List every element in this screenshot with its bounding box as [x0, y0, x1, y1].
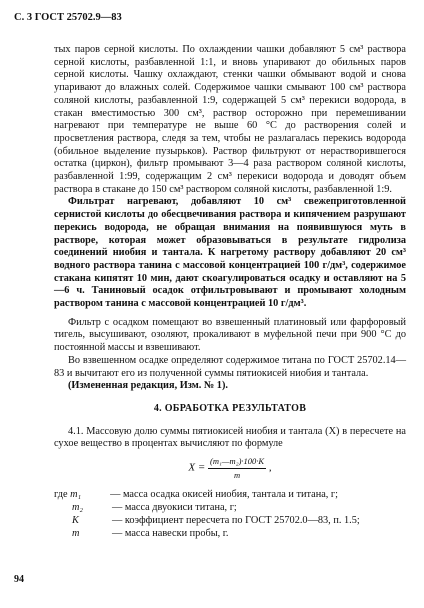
- section-heading: 4. ОБРАБОТКА РЕЗУЛЬТАТОВ: [153, 402, 307, 414]
- formula-legend: [54, 488, 406, 540]
- paragraph-filtrate: Фильтрат нагревают, добавляют 10 см³ свежеприготовленной сернистой кислоты до обесцвечивания раствора и кипячением разрушают перекись водорода, не обращая внимания на появившуюся муть в растворе, которая может образовываться в результате гидролиза соединений ниобия и тантала. К нагретому раствору добавляют 20 см³ водного раствора танина с массовой концентрацией 100 г/дм³, содержимое стакана кипятят 10 мин, дают скоагулироваться осадку и оставляют на 5—6 ч. Таниновый осадок отфильтровывают и промывают холодным раствором танина с массовой концентрацией 10 г/дм³.: [54, 196, 406, 310]
- amendment-note: (Измененная редакция, Изм. № 1).: [68, 380, 228, 392]
- legend-text: — масса двуокиси титана, г;: [112, 501, 237, 513]
- legend-text: — масса осадка окисей ниобия, тантала и титана, г;: [110, 488, 339, 500]
- legend-row: [54, 501, 406, 514]
- paragraph-titanium: Во взвешенном осадке определяют содержимое титана по ГОСТ 25702.14—83 и вычитают его из полученной суммы пятиокисей ниобия и тантала.: [54, 354, 406, 379]
- legend-symbol: m₁: [70, 488, 82, 500]
- legend-symbol: K: [72, 514, 79, 526]
- formula-fraction: [208, 455, 266, 481]
- formula-denominator: m: [234, 469, 241, 480]
- paragraph-crucible: Фильтр с осадком помещают во взвешенный платиновый или фарфоровый тигель, высушивают, озоляют, прокаливают в муфельной печи при 900 °С до постоянной массы и взвешивают.: [54, 316, 406, 354]
- document-body: [54, 44, 406, 540]
- legend-row: [54, 514, 406, 527]
- legend-symbol: m₂: [72, 501, 84, 513]
- legend-text: — коэффициент пересчета по ГОСТ 25702.0—83, п. 1.5;: [112, 514, 360, 526]
- legend-symbol: m: [72, 527, 80, 539]
- legend-prefix: где: [54, 488, 68, 500]
- legend-text: — масса навески пробы, г.: [112, 527, 229, 539]
- legend-row: [54, 527, 406, 540]
- legend-row: [54, 488, 406, 501]
- formula-trailer: ,: [268, 461, 272, 474]
- page-number: 94: [14, 574, 24, 585]
- paragraph-continuation: тых паров серной кислоты. По охлаждении чашки добавляют 5 см³ раствора серной кислоты, разбавленной 1:1, и вновь упаривают до обильных паров серной кислоты. Чашку охлаждают, стенки чашки обмывают водой и снова упаривают до влажных солей. Содержимое чашки смывают 100 см³ раствора соляной кислоты, разбавленной 1:9, содержащей 5 см³ перекиси водорода, в стакан вместимостью 300 см³, раствор осторожно при перемешивании нагревают при температуре не выше 60 °С до растворения солей и просветления раствора, следя за тем, чтобы не разлагалась перекись водорода (обильное выделение пузырьков). Раствор фильтруют от нерастворившегося остатка (циркон), фильтр промывают 3—4 раза раствором соляной кислоты, разбавленной 1:99, содержащим 2 см³ перекиси водорода и доводят объем раствора в стакане до 150 см³ раствором соляной кислоты, разбавленной 1:9.: [54, 44, 406, 195]
- clause-4-1: 4.1. Массовую долю суммы пятиокисей ниобия и тантала (X) в пересчете на сухое вещество в процентах вычисляют по формуле: [54, 425, 406, 450]
- formula-lhs: X =: [188, 461, 206, 474]
- page-header: С. 3 ГОСТ 25702.9—83: [14, 12, 122, 23]
- formula-numerator: (m₁—m₂)·100·K: [208, 455, 266, 469]
- formula: [54, 455, 406, 481]
